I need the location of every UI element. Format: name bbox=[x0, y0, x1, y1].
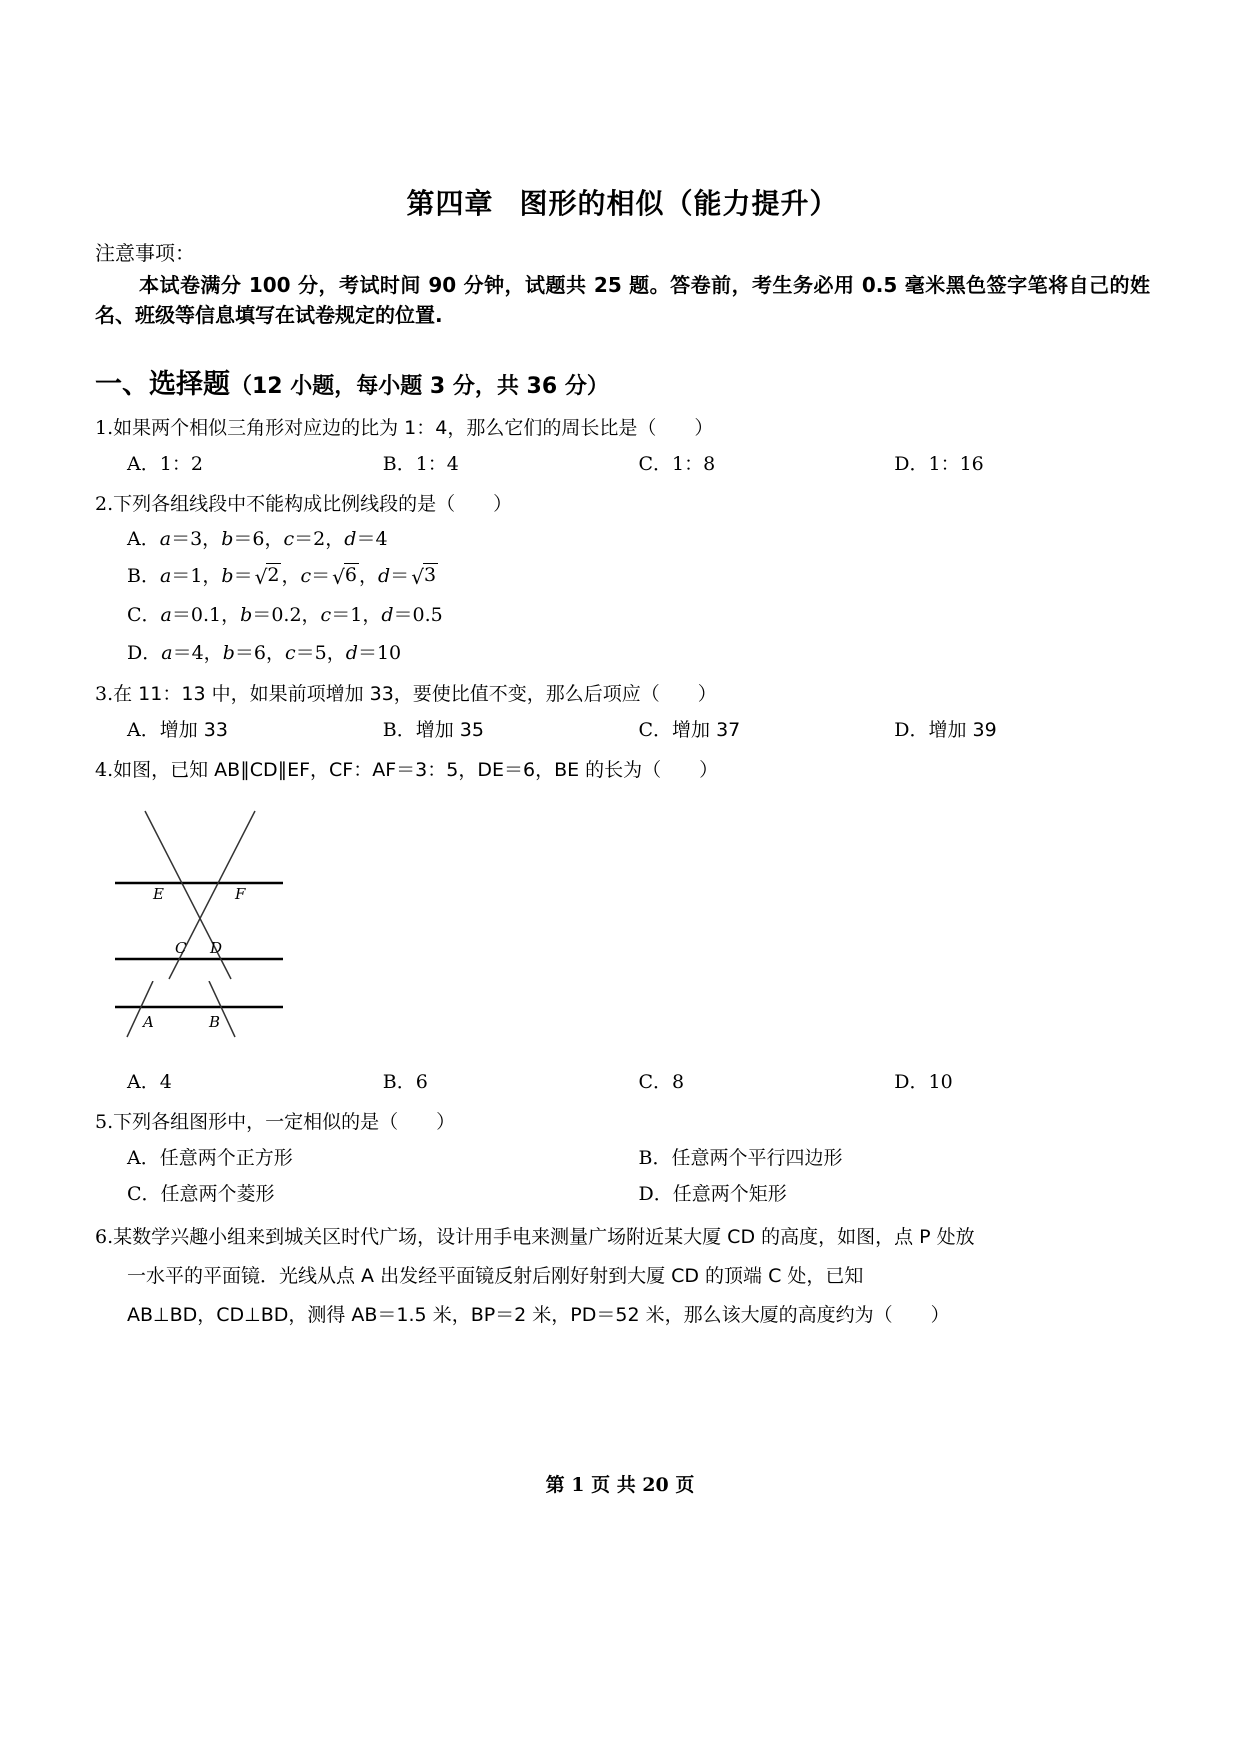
question-4 bbox=[95, 756, 1150, 785]
question-1-option-c[interactable]: C．1：8 bbox=[638, 453, 716, 476]
notice-body: 本试卷满分 100 分，考试时间 90 分钟，试题共 25 题。答卷前，考生务必用 0.5 毫米黑色签字笔将自己的姓名、班级等信息填写在试卷规定的位置. bbox=[95, 273, 1150, 328]
question-6-number: 6. bbox=[95, 1225, 114, 1248]
question-2-option-d[interactable]: D．a＝4，b＝6，c＝5，d＝10 bbox=[127, 641, 402, 664]
question-6-stem-line-2: 一水平的平面镜．光线从点 A 出发经平面镜反射后刚好射到大厦 CD 的顶端 C 处，已知 bbox=[127, 1264, 864, 1287]
question-3-option-d[interactable]: D．增加 39 bbox=[894, 719, 997, 742]
question-4-option-c[interactable]: C．8 bbox=[638, 1071, 685, 1094]
question-4-stem: 如图，已知 AB∥CD∥EF，CF：AF＝3：5，DE＝6，BE 的长为（ ） bbox=[113, 758, 719, 781]
title-chapter: 第四章 bbox=[406, 187, 494, 220]
question-6-stem-line-1: 某数学兴趣小组来到城关区时代广场，设计用手电来测量广场附近某大厦 CD 的高度，如图，点 P 处放 bbox=[113, 1225, 975, 1248]
question-5-options-row-1 bbox=[95, 1143, 1150, 1173]
question-4-option-d[interactable]: D．10 bbox=[894, 1071, 953, 1094]
question-2-stem: 下列各组线段中不能构成比例线段的是（ ） bbox=[113, 492, 513, 515]
question-3-option-b[interactable]: B．增加 35 bbox=[382, 719, 484, 742]
question-3-option-a[interactable]: A．增加 33 bbox=[127, 719, 228, 742]
question-3-stem: 在 11：13 中，如果前项增加 33，要使比值不变，那么后项应（ ） bbox=[113, 682, 717, 705]
question-2 bbox=[95, 490, 1150, 519]
question-5-option-d[interactable]: D．任意两个矩形 bbox=[638, 1183, 787, 1206]
section-meta: （12 小题，每小题 3 分，共 36 分） bbox=[230, 373, 609, 399]
question-1 bbox=[95, 414, 1150, 443]
question-5-stem: 下列各组图形中，一定相似的是（ ） bbox=[113, 1110, 456, 1133]
question-4-options bbox=[95, 1067, 1150, 1097]
question-1-option-d[interactable]: D．1：16 bbox=[894, 453, 984, 476]
sqrt-icon: √2 bbox=[254, 564, 280, 590]
question-2-option-a[interactable]: A．a＝3，b＝6，c＝2，d＝4 bbox=[127, 528, 388, 551]
label-D: D bbox=[210, 939, 223, 958]
section-label: 一、选择题 bbox=[95, 368, 230, 400]
question-6 bbox=[95, 1218, 1150, 1335]
question-5-option-b[interactable]: B．任意两个平行四边形 bbox=[638, 1146, 843, 1169]
notice-label: 注意事项： bbox=[95, 241, 195, 265]
question-1-option-b[interactable]: B．1：4 bbox=[382, 453, 459, 476]
question-4-option-b[interactable]: B．6 bbox=[382, 1071, 428, 1094]
question-6-stem-line-3: AB⊥BD，CD⊥BD，测得 AB＝1.5 米，BP＝2 米，PD＝52 米，那么该大厦的高度约为（ ） bbox=[127, 1303, 950, 1326]
page-footer: 第 1 页 共 20 页 bbox=[545, 1474, 695, 1496]
question-1-stem: 如果两个相似三角形对应边的比为 1：4，那么它们的周长比是（ ） bbox=[113, 416, 714, 439]
section-header bbox=[95, 367, 1150, 402]
question-5-option-a[interactable]: A．任意两个正方形 bbox=[127, 1146, 293, 1169]
label-E: E bbox=[153, 885, 164, 904]
question-1-option-a[interactable]: A．1：2 bbox=[127, 453, 203, 476]
question-1-number: 1. bbox=[95, 416, 114, 439]
question-3-options bbox=[95, 715, 1150, 745]
question-2-option-b[interactable]: B．a＝1，b＝ √2 ，c＝ √6 ，d＝ √3 bbox=[95, 560, 1150, 595]
geometry-diagram-bottom-line bbox=[109, 981, 289, 1061]
question-5-options-row-2 bbox=[95, 1179, 1150, 1209]
question-4-number: 4. bbox=[95, 758, 114, 781]
title-topic: 图形的相似（能力提升） bbox=[519, 187, 839, 220]
question-3 bbox=[95, 680, 1150, 709]
question-5-number: 5. bbox=[95, 1110, 114, 1133]
label-F: F bbox=[235, 885, 246, 904]
question-1-options bbox=[95, 449, 1150, 479]
question-5 bbox=[95, 1108, 1150, 1137]
label-C: C bbox=[175, 939, 187, 958]
question-2-number: 2. bbox=[95, 492, 114, 515]
sqrt-icon: √3 bbox=[411, 564, 437, 590]
question-3-number: 3. bbox=[95, 682, 114, 705]
question-3-option-c[interactable]: C．增加 37 bbox=[638, 719, 741, 742]
label-B: B bbox=[209, 1013, 221, 1032]
geometry-diagram-parallel-lines bbox=[109, 793, 289, 983]
label-A: A bbox=[143, 1013, 154, 1032]
page-content bbox=[95, 182, 1150, 1335]
page-title bbox=[95, 182, 1150, 222]
question-2-option-c[interactable]: C．a＝0.1，b＝0.2，c＝1，d＝0.5 bbox=[127, 604, 443, 627]
question-4-figure bbox=[95, 793, 1150, 1061]
question-5-option-c[interactable]: C．任意两个菱形 bbox=[127, 1183, 275, 1206]
question-4-option-a[interactable]: A．4 bbox=[127, 1071, 172, 1094]
sqrt-icon: √6 bbox=[332, 564, 357, 590]
